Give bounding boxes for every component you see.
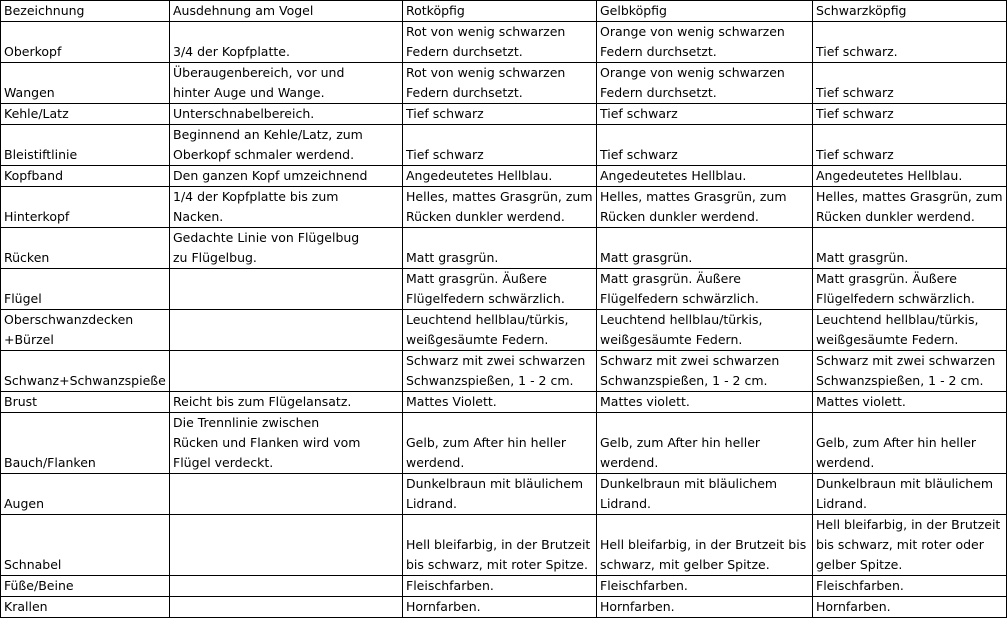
gelbkoepfig-cell: Fleischfarben.: [597, 576, 813, 597]
rotkoepfig-cell: Rot von wenig schwarzen Federn durchsetzt.: [403, 63, 597, 104]
rotkoepfig-cell: Schwarz mit zwei schwarzen Schwanzspießen, 1 - 2 cm.: [403, 351, 597, 392]
bezeichnung-cell: Füße/Beine: [1, 576, 170, 597]
schwarzkoepfig-cell: Schwarz mit zwei schwarzen Schwanzspießen, 1 - 2 cm.: [813, 351, 1007, 392]
rotkoepfig-cell: Fleischfarben.: [403, 576, 597, 597]
ausdehnung-cell: Die Trennlinie zwischen Rücken und Flanken wird vom Flügel verdeckt.: [170, 413, 403, 474]
gelbkoepfig-cell: Mattes violett.: [597, 392, 813, 413]
header-cell-gelbkoepfig: Gelbköpfig: [597, 1, 813, 22]
rotkoepfig-cell: Matt grasgrün.: [403, 228, 597, 269]
schwarzkoepfig-cell: Leuchtend hellblau/türkis, weißgesäumte Federn.: [813, 310, 1007, 351]
ausdehnung-cell: Reicht bis zum Flügelansatz.: [170, 392, 403, 413]
rotkoepfig-cell: Hornfarben.: [403, 597, 597, 618]
schwarzkoepfig-cell: Tief schwarz: [813, 104, 1007, 125]
table-row: [1, 310, 1007, 351]
gelbkoepfig-cell: Tief schwarz: [597, 104, 813, 125]
schwarzkoepfig-cell: Tief schwarz.: [813, 22, 1007, 63]
bezeichnung-cell: Oberschwanzdecken +Bürzel: [1, 310, 170, 351]
gelbkoepfig-cell: Leuchtend hellblau/türkis, weißgesäumte Federn.: [597, 310, 813, 351]
table-body: [1, 1, 1007, 618]
gelbkoepfig-cell: Matt grasgrün.: [597, 228, 813, 269]
rotkoepfig-cell: Mattes Violett.: [403, 392, 597, 413]
rotkoepfig-cell: Dunkelbraun mit bläulichem Lidrand.: [403, 474, 597, 515]
table-row: [1, 392, 1007, 413]
bezeichnung-cell: Kehle/Latz: [1, 104, 170, 125]
gelbkoepfig-cell: Hornfarben.: [597, 597, 813, 618]
table-row: [1, 576, 1007, 597]
schwarzkoepfig-cell: Matt grasgrün. Äußere Flügelfedern schwärzlich.: [813, 269, 1007, 310]
bezeichnung-cell: Oberkopf: [1, 22, 170, 63]
rotkoepfig-cell: Gelb, zum After hin heller werdend.: [403, 413, 597, 474]
rotkoepfig-cell: Hell bleifarbig, in der Brutzeit bis schwarz, mit roter Spitze.: [403, 515, 597, 576]
gelbkoepfig-cell: Orange von wenig schwarzen Federn durchsetzt.: [597, 22, 813, 63]
bezeichnung-cell: Kopfband: [1, 166, 170, 187]
ausdehnung-cell: Gedachte Linie von Flügelbug zu Flügelbug.: [170, 228, 403, 269]
schwarzkoepfig-cell: Gelb, zum After hin heller werdend.: [813, 413, 1007, 474]
bezeichnung-cell: Hinterkopf: [1, 187, 170, 228]
ausdehnung-cell: [170, 351, 403, 392]
ausdehnung-cell: [170, 310, 403, 351]
header-cell-rotkoepfig: Rotköpfig: [403, 1, 597, 22]
bezeichnung-cell: Flügel: [1, 269, 170, 310]
schwarzkoepfig-cell: Hell bleifarbig, in der Brutzeit bis schwarz, mit roter oder gelber Spitze.: [813, 515, 1007, 576]
ausdehnung-cell: [170, 576, 403, 597]
ausdehnung-cell: 3/4 der Kopfplatte.: [170, 22, 403, 63]
table-row: [1, 228, 1007, 269]
ausdehnung-cell: [170, 269, 403, 310]
table-row: [1, 269, 1007, 310]
ausdehnung-cell: [170, 597, 403, 618]
schwarzkoepfig-cell: Matt grasgrün.: [813, 228, 1007, 269]
ausdehnung-cell: Den ganzen Kopf umzeichnend: [170, 166, 403, 187]
ausdehnung-cell: Beginnend an Kehle/Latz, zum Oberkopf schmaler werdend.: [170, 125, 403, 166]
ausdehnung-cell: Überaugenbereich, vor und hinter Auge und Wange.: [170, 63, 403, 104]
table-row: [1, 187, 1007, 228]
gelbkoepfig-cell: Orange von wenig schwarzen Federn durchsetzt.: [597, 63, 813, 104]
table-row: [1, 351, 1007, 392]
schwarzkoepfig-cell: Tief schwarz: [813, 63, 1007, 104]
schwarzkoepfig-cell: Helles, mattes Grasgrün, zum Rücken dunkler werdend.: [813, 187, 1007, 228]
header-cell-ausdehnung: Ausdehnung am Vogel: [170, 1, 403, 22]
rotkoepfig-cell: Tief schwarz: [403, 104, 597, 125]
bezeichnung-cell: Bauch/Flanken: [1, 413, 170, 474]
gelbkoepfig-cell: Dunkelbraun mit bläulichem Lidrand.: [597, 474, 813, 515]
bezeichnung-cell: Rücken: [1, 228, 170, 269]
table-row: [1, 22, 1007, 63]
table-row: [1, 474, 1007, 515]
gelbkoepfig-cell: Gelb, zum After hin heller werdend.: [597, 413, 813, 474]
schwarzkoepfig-cell: Hornfarben.: [813, 597, 1007, 618]
schwarzkoepfig-cell: Fleischfarben.: [813, 576, 1007, 597]
gelbkoepfig-cell: Matt grasgrün. Äußere Flügelfedern schwärzlich.: [597, 269, 813, 310]
table-row: [1, 597, 1007, 618]
rotkoepfig-cell: Angedeutetes Hellblau.: [403, 166, 597, 187]
header-cell-bezeichnung: Bezeichnung: [1, 1, 170, 22]
schwarzkoepfig-cell: Tief schwarz: [813, 125, 1007, 166]
header-row: [1, 1, 1007, 22]
ausdehnung-cell: [170, 474, 403, 515]
bezeichnung-cell: Schnabel: [1, 515, 170, 576]
bezeichnung-cell: Krallen: [1, 597, 170, 618]
gelbkoepfig-cell: Tief schwarz: [597, 125, 813, 166]
gelbkoepfig-cell: Helles, mattes Grasgrün, zum Rücken dunkler werdend.: [597, 187, 813, 228]
schwarzkoepfig-cell: Dunkelbraun mit bläulichem Lidrand.: [813, 474, 1007, 515]
rotkoepfig-cell: Rot von wenig schwarzen Federn durchsetzt.: [403, 22, 597, 63]
table-row: [1, 125, 1007, 166]
gelbkoepfig-cell: Angedeutetes Hellblau.: [597, 166, 813, 187]
rotkoepfig-cell: Matt grasgrün. Äußere Flügelfedern schwärzlich.: [403, 269, 597, 310]
bezeichnung-cell: Wangen: [1, 63, 170, 104]
ausdehnung-cell: [170, 515, 403, 576]
table-row: [1, 413, 1007, 474]
schwarzkoepfig-cell: Angedeutetes Hellblau.: [813, 166, 1007, 187]
rotkoepfig-cell: Tief schwarz: [403, 125, 597, 166]
schwarzkoepfig-cell: Mattes violett.: [813, 392, 1007, 413]
bezeichnung-cell: Bleistiftlinie: [1, 125, 170, 166]
rotkoepfig-cell: Helles, mattes Grasgrün, zum Rücken dunkler werdend.: [403, 187, 597, 228]
rotkoepfig-cell: Leuchtend hellblau/türkis, weißgesäumte Federn.: [403, 310, 597, 351]
header-cell-schwarzkoepfig: Schwarzköpfig: [813, 1, 1007, 22]
table-row: [1, 63, 1007, 104]
table-row: [1, 515, 1007, 576]
ausdehnung-cell: Unterschnabelbereich.: [170, 104, 403, 125]
bezeichnung-cell: Augen: [1, 474, 170, 515]
table-row: [1, 104, 1007, 125]
table-row: [1, 166, 1007, 187]
gelbkoepfig-cell: Schwarz mit zwei schwarzen Schwanzspießen, 1 - 2 cm.: [597, 351, 813, 392]
ausdehnung-cell: 1/4 der Kopfplatte bis zum Nacken.: [170, 187, 403, 228]
bezeichnung-cell: Schwanz+Schwanzspieße: [1, 351, 170, 392]
bezeichnung-cell: Brust: [1, 392, 170, 413]
gelbkoepfig-cell: Hell bleifarbig, in der Brutzeit bis schwarz, mit gelber Spitze.: [597, 515, 813, 576]
